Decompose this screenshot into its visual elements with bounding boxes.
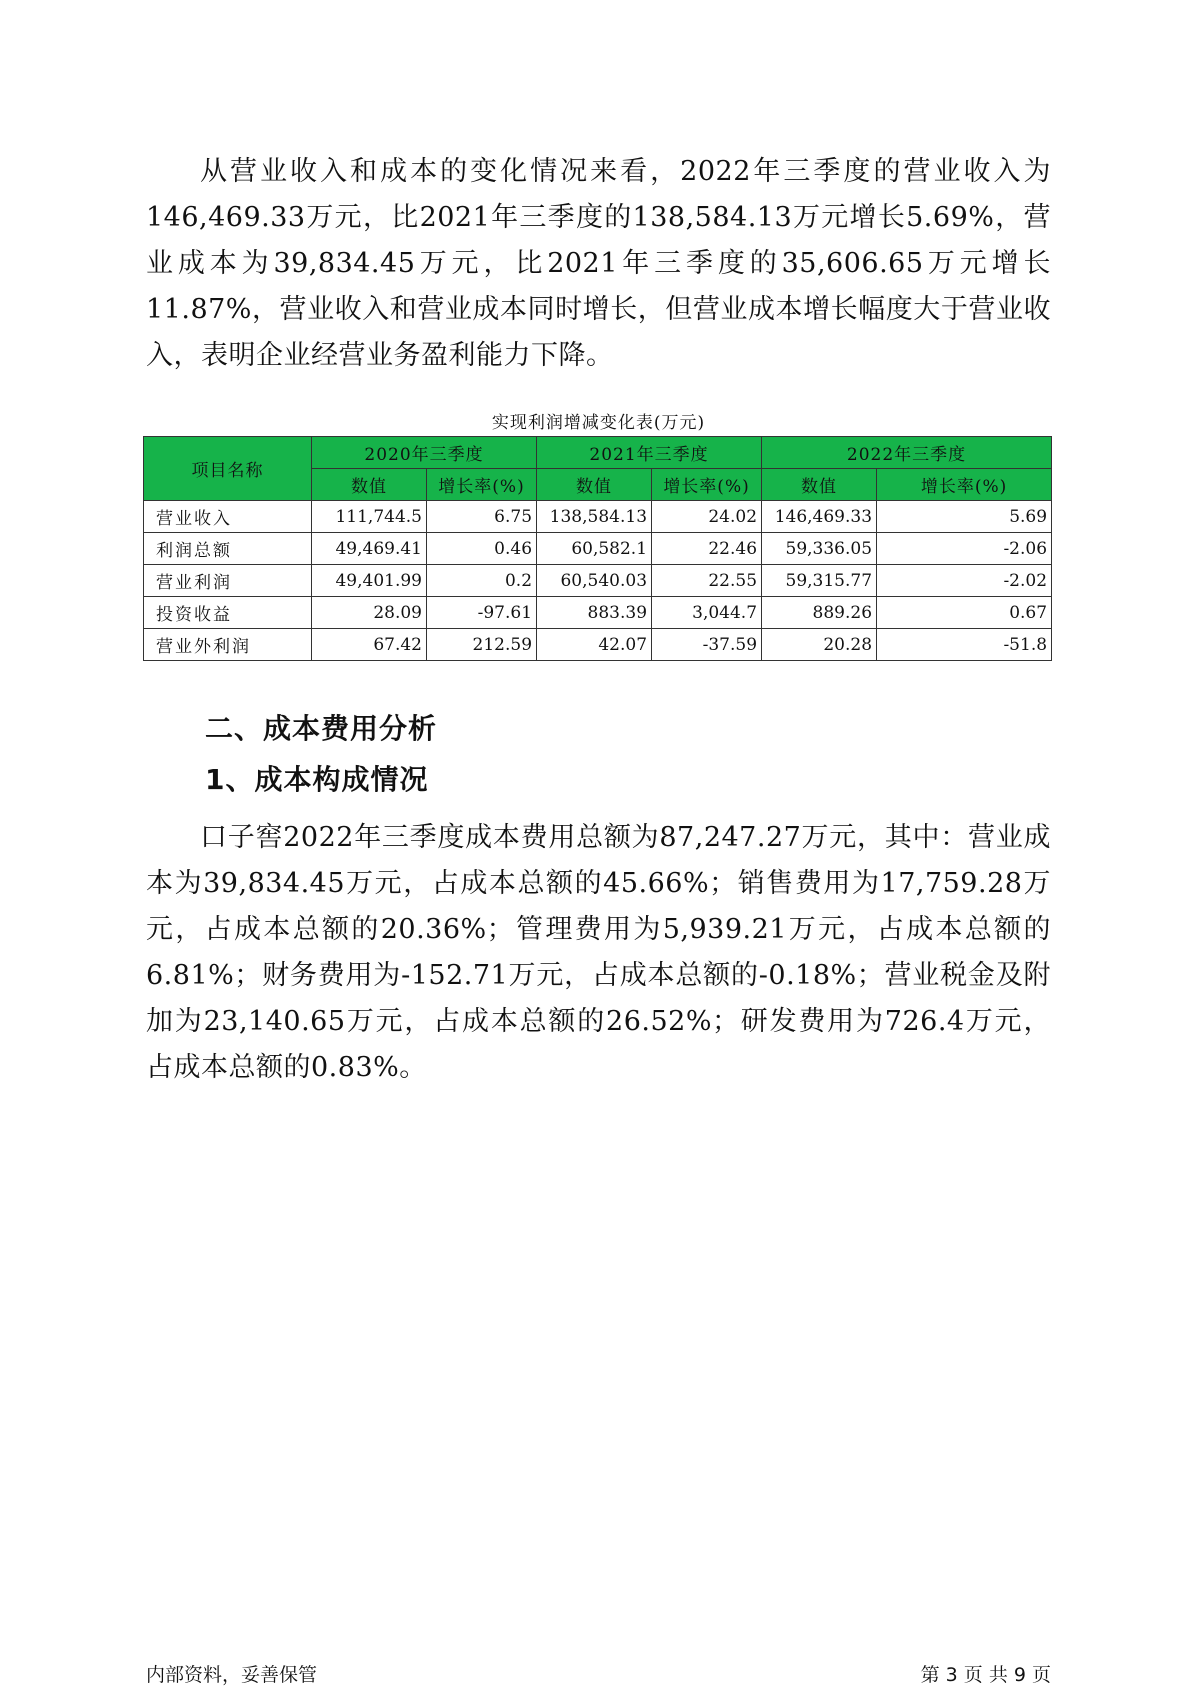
table-caption: 实现利润增减变化表(万元) [491, 413, 706, 433]
table-cell: 60,582.1 [537, 533, 652, 565]
table-cell: 111,744.5 [312, 501, 427, 533]
table-cell: -2.06 [877, 533, 1052, 565]
header-growth-2020: 增长率(%) [427, 469, 537, 501]
table-cell: -51.8 [877, 629, 1052, 661]
header-value-2020: 数值 [312, 469, 427, 501]
table-cell: 24.02 [652, 501, 762, 533]
row-label: 投资收益 [144, 597, 312, 629]
header-growth-2022: 增长率(%) [877, 469, 1052, 501]
profit-change-table [143, 436, 1052, 661]
table-cell: 67.42 [312, 629, 427, 661]
table-cell: 49,469.41 [312, 533, 427, 565]
section-heading-cost-analysis: 二、成本费用分析 [205, 712, 438, 745]
table-cell: -2.02 [877, 565, 1052, 597]
table-cell: 6.75 [427, 501, 537, 533]
row-label: 利润总额 [144, 533, 312, 565]
header-period-2022: 2022年三季度 [762, 437, 1052, 469]
table-cell: 0.67 [877, 597, 1052, 629]
table-cell: 883.39 [537, 597, 652, 629]
footer-confidential-note: 内部资料，妥善保管 [146, 1664, 318, 1686]
table-cell: 59,336.05 [762, 533, 877, 565]
header-period-2020: 2020年三季度 [312, 437, 537, 469]
table-row [144, 629, 1052, 661]
table-cell: 0.2 [427, 565, 537, 597]
table-cell: -97.61 [427, 597, 537, 629]
subsection-heading-cost-structure: 1、成本构成情况 [205, 763, 429, 796]
table-row [144, 533, 1052, 565]
table-cell: 3,044.7 [652, 597, 762, 629]
row-label: 营业利润 [144, 565, 312, 597]
table-cell: 0.46 [427, 533, 537, 565]
table-cell: 42.07 [537, 629, 652, 661]
row-label: 营业收入 [144, 501, 312, 533]
paragraph-revenue-cost: 从营业收入和成本的变化情况来看，2022年三季度的营业收入为146,469.33万元，比2021年三季度的138,584.13万元增长5.69%，营业成本为39,834.45万元，比2021年三季度的35,606.65万元增长11.87%，营业收入和营业成本同时增长，但营业成本增长幅度大于营业收入，表明企业经营业务盈利能力下降。 [146, 156, 1051, 371]
paragraph-cost-structure: 口子窖2022年三季度成本费用总额为87,247.27万元，其中：营业成本为39,834.45万元，占成本总额的45.66%；销售费用为17,759.28万元，占成本总额的20.36%；管理费用为5,939.21万元，占成本总额的6.81%；财务费用为-152.71万元，占成本总额的-0.18%；营业税金及附加为23,140.65万元，占成本总额的26.52%；研发费用为726.4万元，占成本总额的0.83%。 [146, 822, 1051, 1083]
table-cell: 49,401.99 [312, 565, 427, 597]
table-cell: 22.55 [652, 565, 762, 597]
table-row [144, 597, 1052, 629]
footer-page-number: 第 3 页 共 9 页 [920, 1664, 1051, 1686]
table-cell: 22.46 [652, 533, 762, 565]
table-row [144, 565, 1052, 597]
table-cell: 889.26 [762, 597, 877, 629]
header-growth-2021: 增长率(%) [652, 469, 762, 501]
table-cell: 138,584.13 [537, 501, 652, 533]
header-value-2022: 数值 [762, 469, 877, 501]
row-label: 营业外利润 [144, 629, 312, 661]
table-row [144, 501, 1052, 533]
table-cell: 60,540.03 [537, 565, 652, 597]
table-header-row-periods [144, 437, 1052, 469]
header-value-2021: 数值 [537, 469, 652, 501]
header-item-name: 项目名称 [144, 437, 312, 501]
table-cell: 28.09 [312, 597, 427, 629]
table-cell: 146,469.33 [762, 501, 877, 533]
table-cell: 59,315.77 [762, 565, 877, 597]
table-cell: 5.69 [877, 501, 1052, 533]
table-cell: 212.59 [427, 629, 537, 661]
table-cell: 20.28 [762, 629, 877, 661]
table-cell: -37.59 [652, 629, 762, 661]
header-period-2021: 2021年三季度 [537, 437, 762, 469]
